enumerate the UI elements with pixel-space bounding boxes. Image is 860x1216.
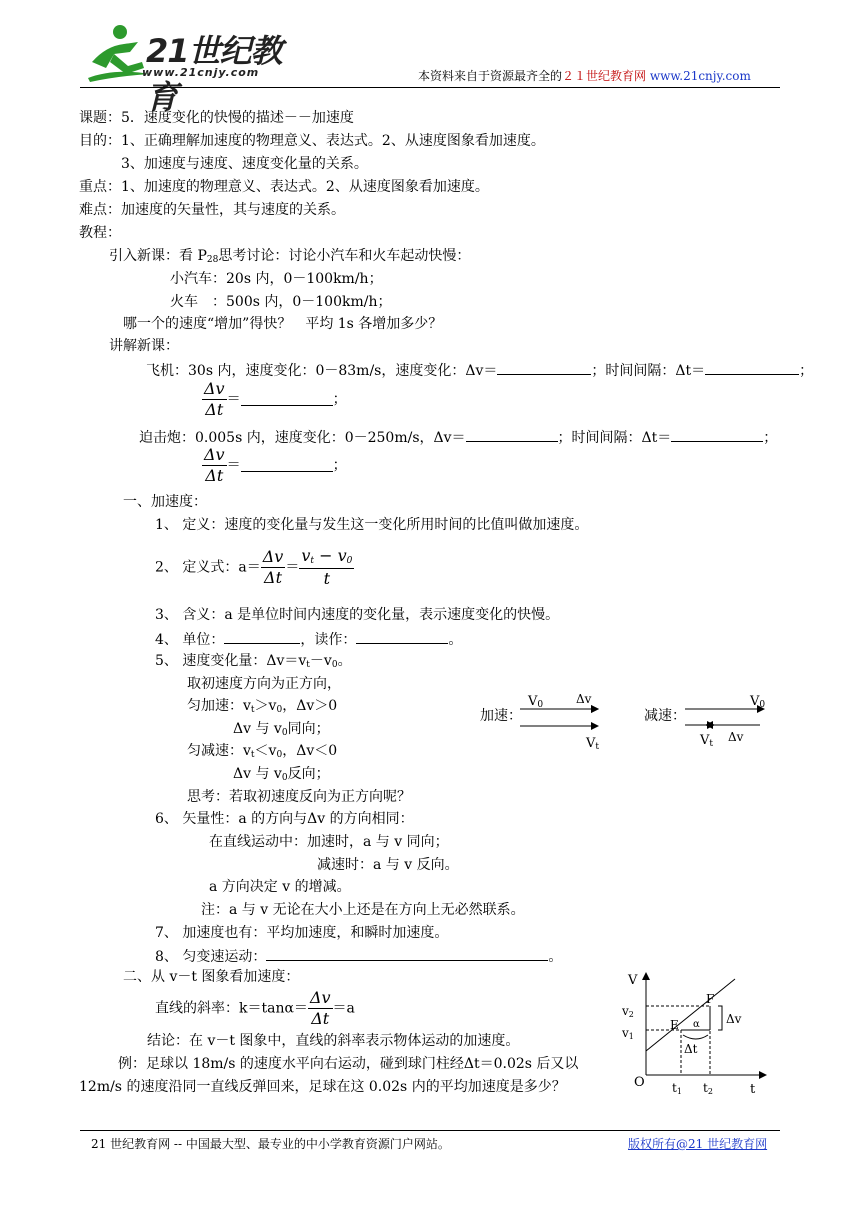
svg-text:v2: v2 (622, 1004, 634, 1019)
velocity-arrow-diagram (470, 685, 780, 760)
svg-text:Vt: Vt (700, 733, 714, 749)
think-question: 思考：若取初速度反向为正方向呢？ (187, 789, 411, 805)
car-line: 小汽车：20s 内，0－100km/h； (170, 271, 383, 287)
plane-ratio: $\frac{\Delta v}{\Delta t}$ ＝ ； (204, 379, 347, 419)
svg-text:t1: t1 (672, 1081, 682, 1095)
direction-decides: a 方向决定 v 的增减。 (209, 879, 351, 895)
unit-blank[interactable] (224, 631, 300, 644)
goal-line-1: 目的：1、正确理解加速度的物理意义、表达式。2、从速度图象看加速度。 (79, 133, 545, 149)
logo-url-text: www.21cnjy.com (142, 66, 260, 79)
process-label: 教程： (79, 225, 121, 241)
plane-dv-blank[interactable] (497, 362, 591, 375)
reading-blank[interactable] (356, 631, 448, 644)
explain-label: 讲解新课： (109, 338, 179, 354)
example-line-2: 12m/s 的速度沿同一直线反弹回来，足球在这 0.02s 内的平均加速度是多少？ (79, 1079, 566, 1095)
linear-motion: 在直线运动中：加速时，a 与 v 同向； (209, 834, 449, 850)
svg-text:v1: v1 (622, 1026, 634, 1041)
svg-text:E: E (670, 1018, 679, 1032)
section-2-heading: 二、从 v－t 图象看加速度： (123, 969, 300, 985)
conclusion: 结论：在 v－t 图象中，直线的斜率表示物体运动的加速度。 (147, 1033, 520, 1049)
header-site-link[interactable]: ２１世纪教育网 (562, 69, 647, 83)
slope-line: 直线的斜率：k＝tanα＝ $\frac{\Delta v}{\Delta t}$ ＝a (155, 988, 355, 1028)
goal-line-2: 3、加速度与速度、速度变化量的关系。 (121, 156, 368, 172)
mortar-dt-blank[interactable] (671, 429, 763, 442)
vector-property: 6、 矢量性：a 的方向与Δv 的方向相同： (155, 811, 414, 827)
logo-main-text: 21世纪教育 (146, 32, 282, 116)
copyright-link[interactable]: 版权所有@21 世纪教育网 (628, 1137, 768, 1151)
header-url-link[interactable]: www.21cnjy.com (649, 69, 751, 83)
example-line-1: 例：足球以 18m/s 的速度水平向右运动，碰到球门柱经Δt＝0.02s 后又以 (118, 1056, 579, 1072)
plane-line: 飞机：30s 内，速度变化：0－83m/s，速度变化：Δv＝ ；时间间隔：Δt＝ ； (146, 363, 814, 379)
svg-text:V0: V0 (528, 694, 544, 710)
question-line: 哪一个的速度“增加”得快？ 平均 1s 各增加多少？ (123, 316, 443, 332)
footer-rule (80, 1130, 780, 1131)
section-1-heading: 一、加速度： (123, 494, 207, 510)
linear-decel: 减速时：a 与 v 反向。 (317, 857, 459, 873)
plane-dt-blank[interactable] (705, 362, 799, 375)
fraction-dv-dt: $\frac{\Delta v}{\Delta t}$ (204, 379, 225, 419)
accel-types: 7、 加速度也有：平均加速度，和瞬时加速度。 (155, 925, 449, 941)
header-rule (80, 87, 780, 88)
plane-ratio-blank[interactable] (241, 393, 333, 406)
fraction-vt-v0-t: $\frac{v_t - v_0}{t}$ (301, 546, 353, 588)
vt-graph (620, 965, 780, 1095)
uniform-variable-motion: 8、 匀变速运动： 。 (155, 949, 563, 965)
topic: 课题：5．速度变化的快慢的描述－－加速度 (79, 110, 354, 126)
svg-text:α: α (693, 1019, 700, 1030)
svg-text:V0: V0 (750, 694, 766, 710)
uniform-accel: 匀加速：$v_t>v_0$，Δv＞0 (187, 698, 338, 715)
svg-text:Δv: Δv (576, 692, 592, 706)
difficulty: 难点：加速度的矢量性，其与速度的关系。 (79, 202, 345, 218)
svg-text:F: F (706, 992, 715, 1006)
velocity-change: 5、 速度变化量：$\Delta v=v_t-v_0$。 (155, 653, 352, 670)
svg-text:t2: t2 (703, 1081, 713, 1095)
footer-right[interactable] (628, 1138, 767, 1150)
mortar-ratio: $\frac{\Delta v}{\Delta t}$ ＝ ； (204, 445, 347, 485)
uniform-motion-blank[interactable] (266, 948, 548, 961)
direction-note: 取初速度方向为正方向， (187, 676, 341, 692)
footer-left: 21 世纪教育网 -- 中国最大型、最专业的中小学教育资源门户网站。 (91, 1137, 450, 1151)
fraction-dv-dt: $\frac{\Delta v}{\Delta t}$ (204, 445, 225, 485)
svg-text:V: V (628, 973, 638, 988)
svg-text:Δv: Δv (728, 730, 744, 744)
definition: 1、 定义：速度的变化量与发生这一变化所用时间的比值叫做加速度。 (155, 517, 589, 533)
svg-text:t: t (750, 1082, 756, 1095)
svg-text:O: O (634, 1075, 645, 1090)
train-line: 火车 ：500s 内，0－100km/h； (170, 294, 392, 310)
decel-opp-dir: Δv 与 $v_0$反向； (233, 766, 330, 783)
header-source-text: 本资料来自于资源最齐全的２１世纪教育网 www.21cnjy.com (418, 69, 751, 83)
svg-text:Δt: Δt (684, 1042, 698, 1056)
mortar-dv-blank[interactable] (466, 429, 558, 442)
accel-label: 加速： (480, 708, 522, 724)
decel-label: 减速： (644, 708, 686, 724)
meaning: 3、 含义：a 是单位时间内速度的变化量，表示速度变化的快慢。 (155, 607, 560, 623)
logo (84, 22, 294, 116)
note: 注：a 与 v 无论在大小上还是在方向上无必然联系。 (201, 902, 525, 918)
svg-text:Vt: Vt (586, 736, 600, 752)
accel-same-dir: Δv 与 $v_0$同向； (233, 721, 330, 738)
formula-line: 2、 定义式：a＝ $\frac{\Delta v}{\Delta t}$ ＝ $\frac{v_t - v_0}{t}$ (155, 546, 353, 588)
key-points: 重点：1、加速度的物理意义、表达式。2、从速度图象看加速度。 (79, 179, 489, 195)
intro-line: 引入新课：看 $P_{28}$思考讨论：讨论小汽车和火车起动快慢： (109, 248, 471, 265)
unit-line: 4、 单位： ，读作： 。 (155, 632, 463, 648)
mortar-line: 迫击炮：0.005s 内，速度变化：0－250m/s，Δv＝ ；时间间隔：Δt＝ ； (139, 430, 778, 446)
svg-text:Δv: Δv (726, 1012, 742, 1026)
uniform-decel: 匀减速：$v_t<v_0$，Δv＜0 (187, 743, 338, 760)
mortar-ratio-blank[interactable] (241, 459, 333, 472)
